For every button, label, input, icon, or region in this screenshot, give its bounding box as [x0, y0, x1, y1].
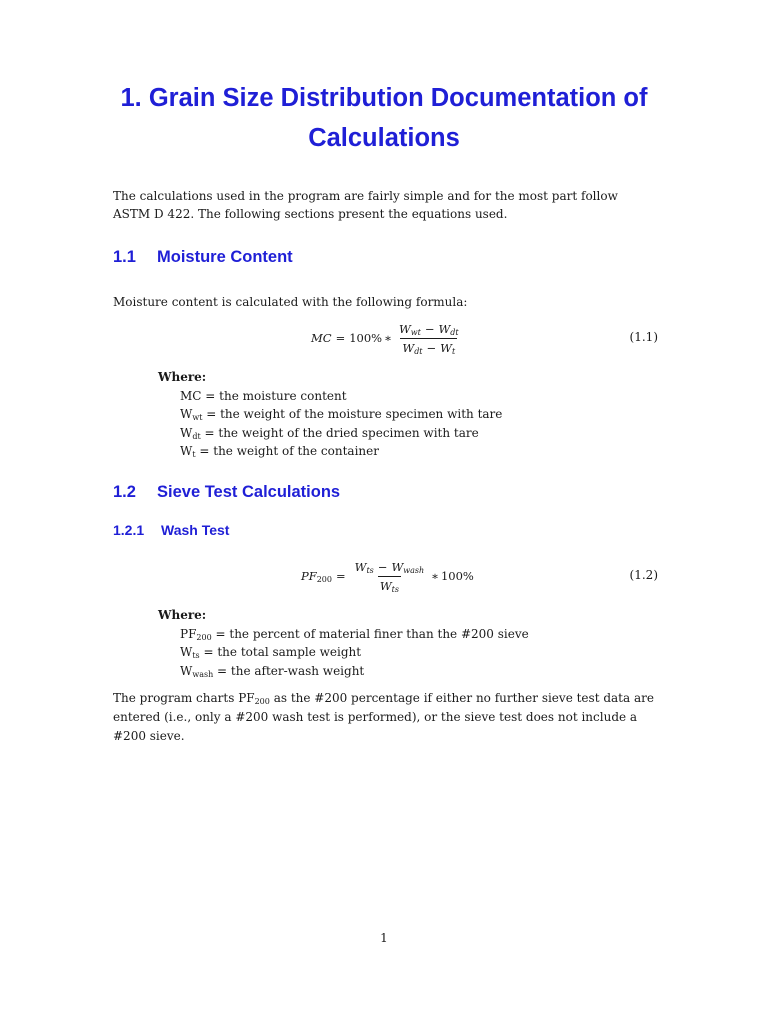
- eq-lhs: $PF_{200}$: [301, 569, 332, 584]
- definition-item: $W_{dt}$ = the weight of the dried specimen with tare: [180, 425, 479, 441]
- section-heading-sieve-test: [113, 483, 340, 502]
- subsection-title: Wash Test: [161, 522, 230, 538]
- equation-formula: [311, 318, 464, 358]
- closing-paragraph: The program charts $PF_{200}$ as the #200 percentage if either no further sieve test data are entered (i.e., only a #200 wash test is performed), or the sieve test does not include a #200 sieve.: [113, 691, 654, 743]
- eq-percent: 100%: [349, 331, 383, 345]
- definition-item: $W_t$ = the weight of the container: [180, 444, 379, 459]
- section-number: 1.2: [113, 483, 136, 501]
- eq-equals: =: [335, 331, 346, 345]
- subsection-heading-wash-test: [113, 522, 229, 538]
- definition-item: $W_{wt}$ = the weight of the moisture specimen with tare: [180, 407, 503, 422]
- where-label: Where:: [158, 608, 207, 622]
- subsection-number: 1.2.1: [113, 522, 145, 538]
- section-number: 1.1: [113, 248, 136, 266]
- equation-percent-finer: [113, 556, 658, 596]
- page-title: 1. Grain Size Distribution Documentation of Calculations: [120, 84, 648, 152]
- eq-percent: 100%: [440, 569, 474, 583]
- moisture-intro-paragraph: Moisture content is calculated with the following formula:: [113, 295, 468, 309]
- definition-item: $PF_{200}$ = the percent of material finer than the #200 sieve: [180, 626, 529, 642]
- eq-equals: =: [336, 569, 346, 583]
- equation-number: (1.1): [629, 330, 658, 344]
- eq-times: ∗: [384, 331, 392, 345]
- eq-fraction: [397, 322, 461, 355]
- eq-denominator: $W_{dt} - W_t$: [400, 338, 457, 355]
- definition-item: MC = the moisture content: [180, 388, 347, 403]
- definition-item: $W_{ts}$ = the total sample weight: [180, 645, 362, 660]
- eq-numerator: $W_{ts} - W_{wash}$: [354, 559, 425, 575]
- where-block-wash: [158, 606, 529, 680]
- where-label: Where:: [158, 370, 207, 384]
- intro-paragraph: The calculations used in the program are fairly simple and for the most part follow ASTM D 422. The following sections present the equations used.: [113, 189, 618, 221]
- page-number: 1: [380, 931, 388, 945]
- equation-moisture-content: [113, 318, 658, 358]
- where-block-moisture: [158, 368, 502, 461]
- equation-number: (1.2): [629, 568, 658, 582]
- eq-lhs: MC: [311, 331, 332, 345]
- eq-denominator: $W_{ts}$: [378, 576, 401, 593]
- equation-formula: [301, 556, 474, 596]
- section-heading-moisture-content: [113, 248, 293, 267]
- definition-item: $W_{wash}$ = the after-wash weight: [180, 663, 365, 679]
- eq-times: ∗: [431, 569, 439, 583]
- section-title: Moisture Content: [157, 248, 293, 266]
- section-title: Sieve Test Calculations: [157, 483, 341, 501]
- eq-fraction: [353, 560, 427, 593]
- eq-numerator: $W_{wt} - W_{dt}$: [398, 321, 459, 337]
